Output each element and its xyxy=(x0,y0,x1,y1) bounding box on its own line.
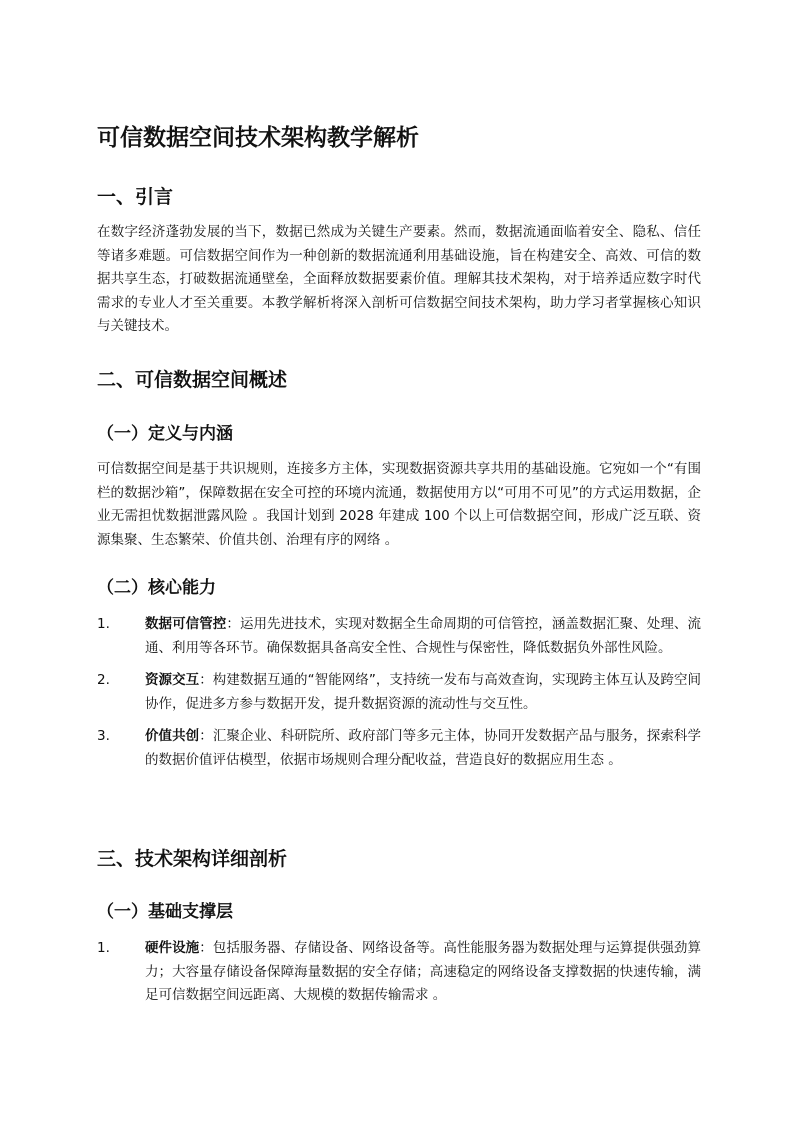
intro-paragraph: 在数字经济蓬勃发展的当下，数据已然成为关键生产要素。然而，数据流通面临着安全、隐私、信任等诸多难题。可信数据空间作为一种创新的数据流通利用基础设施，旨在构建安全、高效、可信的数据共享生态，打破数据流通壁垒，全面释放数据要素价值。理解其技术架构，对于培养适应数字时代需求的专业人才至关重要。本教学解析将深入剖析可信数据空间技术架构，助力学习者掌握核心知识与关键技术。 xyxy=(97,224,701,334)
foundation-list xyxy=(97,937,701,1008)
list-item-term: 硬件设施 xyxy=(145,940,200,956)
list-item xyxy=(97,937,701,1008)
section-heading-architecture: 三、技术架构详细剖析 xyxy=(97,848,288,870)
list-item-term: 资源交互 xyxy=(145,672,200,688)
list-item-term: 数据可信管控 xyxy=(145,616,227,632)
list-item-number: 2. xyxy=(97,672,110,688)
list-item xyxy=(97,669,701,716)
list-item-number: 1. xyxy=(97,940,110,956)
section-heading-intro: 一、引言 xyxy=(97,186,174,208)
definition-paragraph: 可信数据空间是基于共识规则，连接多方主体，实现数据资源共享共用的基础设施。它宛如一个“有围栏的数据沙箱”，保障数据在安全可控的环境内流通，数据使用方以“可用不可见”的方式运用数据，企业无需担忧数据泄露风险 。我国计划到 2028 年建成 100 个以上可信数据空间，形成广泛互联、资源集聚、生态繁荣、价值共创、治理有序的网络 。 xyxy=(97,461,701,548)
list-item-text: 运用先进技术，实现对数据全生命周期的可信管控，涵盖数据汇聚、处理、流通、利用等各环节。确保数据具备高安全性、合规性与保密性，降低数据负外部性风险。 xyxy=(145,616,701,656)
list-item-text: 汇聚企业、科研院所、政府部门等多元主体，协同开发数据产品与服务，探索科学的数据价值评估模型，依据市场规则合理分配收益，营造良好的数据应用生态 。 xyxy=(145,728,701,768)
subsection-heading-definition: （一）定义与内涵 xyxy=(97,424,233,444)
list-item-separator: ： xyxy=(199,672,213,688)
list-item xyxy=(97,725,701,772)
subsection-heading-capabilities: （二）核心能力 xyxy=(97,578,216,598)
list-item-separator: ： xyxy=(226,616,240,632)
list-item-separator: ： xyxy=(199,940,213,956)
capabilities-list xyxy=(97,613,701,772)
list-item-number: 3. xyxy=(97,728,110,744)
list-item xyxy=(97,613,701,660)
list-item-separator: ： xyxy=(199,728,213,744)
list-item-term: 价值共创 xyxy=(145,728,200,744)
list-item-text: 包括服务器、存储设备、网络设备等。高性能服务器为数据处理与运算提供强劲算力；大容量存储设备保障海量数据的安全存储；高速稳定的网络设备支撑数据的快速传输，满足可信数据空间远距离、大规模的数据传输需求 。 xyxy=(145,940,701,1003)
subsection-heading-foundation: （一）基础支撑层 xyxy=(97,902,233,922)
list-item-text: 构建数据互通的“智能网络”，支持统一发布与高效查询，实现跨主体互认及跨空间协作，促进多方参与数据开发，提升数据资源的流动性与交互性。 xyxy=(145,672,702,712)
list-item-number: 1. xyxy=(97,616,110,632)
document-title: 可信数据空间技术架构教学解析 xyxy=(97,125,419,151)
section-heading-overview: 二、可信数据空间概述 xyxy=(97,369,288,391)
